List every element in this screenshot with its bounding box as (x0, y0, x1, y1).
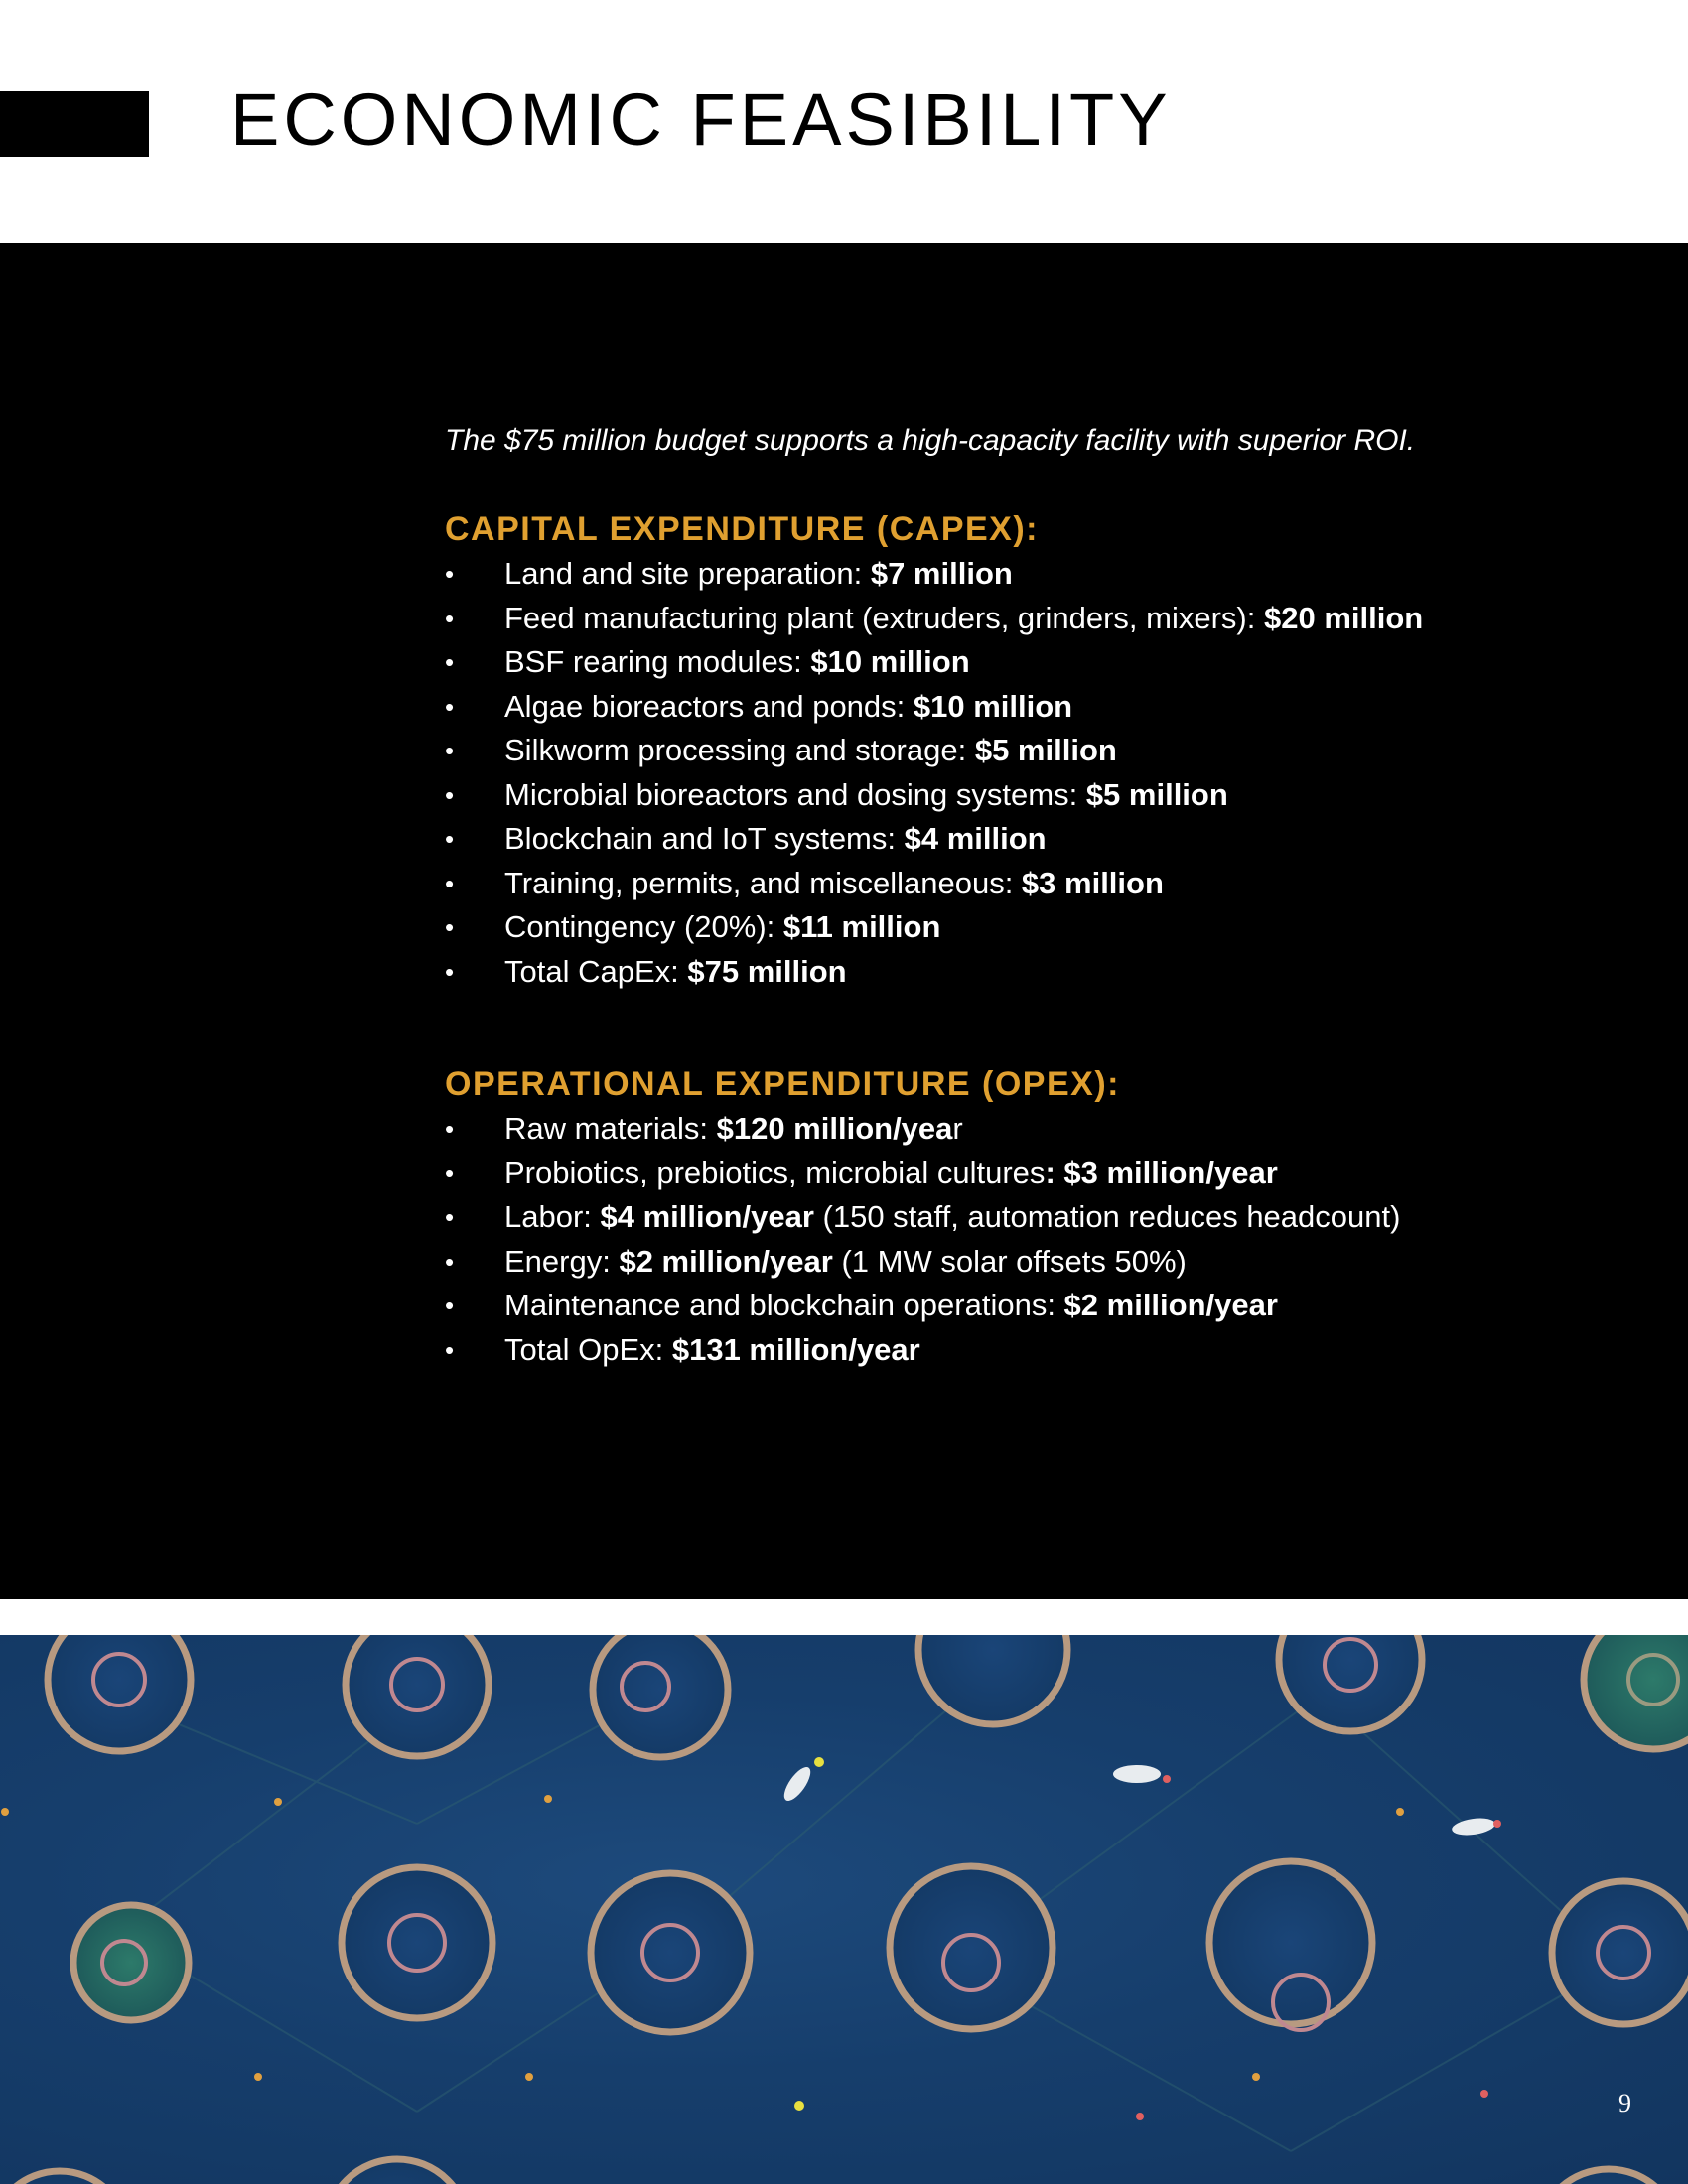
opex-item (445, 1107, 1656, 1152)
bullet-icon: • (445, 1114, 455, 1144)
capex-item (445, 862, 1656, 906)
item-value: $131 million/year (671, 1331, 920, 1367)
item-value: $4 million (904, 821, 1047, 856)
item-value: $7 million (870, 556, 1013, 591)
fish-pen (593, 1635, 728, 1757)
page-number: 9 (1618, 2089, 1631, 2117)
item-label: Total OpEx: (504, 1331, 672, 1367)
capex-item (445, 905, 1656, 950)
bullet-icon: • (445, 1202, 455, 1232)
capex-item (445, 817, 1656, 862)
fish-pen (1584, 1635, 1688, 1749)
item-label: Microbial bioreactors and dosing systems: (504, 776, 1086, 812)
bullet-icon: • (445, 736, 455, 765)
header-accent-bar (0, 91, 149, 157)
item-suffix: r (952, 1111, 963, 1146)
fish-pen (73, 1905, 189, 2020)
item-value: $10 million (810, 644, 970, 679)
item-label: Raw materials: (504, 1111, 717, 1146)
fish-pen (1537, 2169, 1680, 2184)
bullet-icon: • (445, 956, 455, 987)
item-value: $3 million (1021, 865, 1164, 900)
item-value: $2 million/year (619, 1243, 833, 1279)
content-section (445, 419, 1656, 1372)
item-label: Labor: (504, 1199, 601, 1234)
page-title: ECONOMIC FEASIBILITY (230, 78, 1172, 161)
item-value: $2 million/year (1063, 1288, 1278, 1322)
fish-pen (1279, 1635, 1422, 1731)
item-label: Probiotics, prebiotics, microbial cultures (504, 1155, 1046, 1190)
bullet-icon: • (445, 1334, 455, 1365)
boat-icon (779, 1763, 815, 1805)
item-label: Silkworm processing and storage: (504, 733, 975, 767)
section-spacer (445, 994, 1656, 1061)
fish-pen (1552, 1881, 1688, 2024)
item-label: Maintenance and blockchain operations: (504, 1288, 1064, 1322)
item-suffix: (150 staff, automation reduces headcount) (813, 1199, 1401, 1234)
bullet-icon: • (445, 559, 455, 589)
opex-total-item (445, 1328, 1656, 1373)
capex-total-item (445, 950, 1656, 995)
item-label: Feed manufacturing plant (extruders, grinders, mixers): (504, 600, 1264, 635)
fish-pens-illustration (0, 1635, 1688, 2184)
item-value: : $3 million/year (1045, 1155, 1278, 1190)
fish-pen (918, 1635, 1067, 1724)
capex-item (445, 773, 1656, 818)
capex-list (445, 552, 1656, 994)
item-label: Algae bioreactors and ponds: (504, 688, 914, 724)
bullet-icon: • (445, 912, 455, 942)
item-value: $20 million (1263, 600, 1424, 635)
item-label: Blockchain and IoT systems: (504, 821, 905, 856)
item-value: $120 million/yea (716, 1111, 953, 1146)
capex-item (445, 597, 1656, 641)
bullet-icon: • (445, 647, 455, 677)
item-value: $5 million (974, 733, 1117, 767)
capex-item (445, 640, 1656, 685)
opex-item (445, 1240, 1656, 1285)
fish-pen (326, 2159, 469, 2184)
bullet-icon: • (445, 868, 455, 898)
fish-pen (890, 1866, 1053, 2029)
bullet-icon: • (445, 1246, 455, 1277)
item-label: Contingency (20%): (504, 909, 783, 944)
bullet-icon: • (445, 1158, 455, 1188)
item-value: $4 million/year (600, 1199, 814, 1234)
bullet-icon: • (445, 691, 455, 722)
item-label: Energy: (504, 1243, 620, 1279)
opex-item (445, 1195, 1656, 1240)
item-label: BSF rearing modules: (504, 644, 811, 679)
fish-pen (346, 1635, 489, 1756)
opex-item (445, 1284, 1656, 1328)
capex-heading: CAPITAL EXPENDITURE (CAPEX): (445, 510, 1040, 548)
item-suffix: (1 MW solar offsets 50%) (832, 1243, 1187, 1279)
item-value: $5 million (1085, 776, 1228, 812)
capex-item (445, 729, 1656, 773)
opex-list (445, 1107, 1656, 1372)
item-label: Total CapEx: (504, 953, 688, 989)
capex-item (445, 685, 1656, 730)
item-value: $11 million (782, 909, 941, 944)
item-label: Land and site preparation: (504, 556, 871, 591)
aquaculture-pens-photo (0, 1635, 1688, 2184)
capex-item (445, 552, 1656, 597)
fish-pen (0, 2171, 129, 2184)
opex-heading: OPERATIONAL EXPENDITURE (OPEX): (445, 1065, 1120, 1103)
item-label: Training, permits, and miscellaneous: (504, 865, 1022, 900)
boat-icon (1113, 1765, 1161, 1783)
fish-pen (48, 1635, 191, 1751)
bullet-icon: • (445, 1291, 455, 1320)
fish-pen (342, 1867, 492, 2018)
bullet-icon: • (445, 824, 455, 854)
fish-pen (591, 1873, 750, 2032)
fish-pen (1209, 1861, 1372, 2030)
opex-item (445, 1152, 1656, 1196)
bullet-icon: • (445, 603, 455, 633)
intro-text: The $75 million budget supports a high-capacity facility with superior ROI. (445, 424, 1416, 457)
item-value: $75 million (687, 953, 847, 989)
item-value: $10 million (913, 688, 1073, 724)
bullet-icon: • (445, 779, 455, 810)
